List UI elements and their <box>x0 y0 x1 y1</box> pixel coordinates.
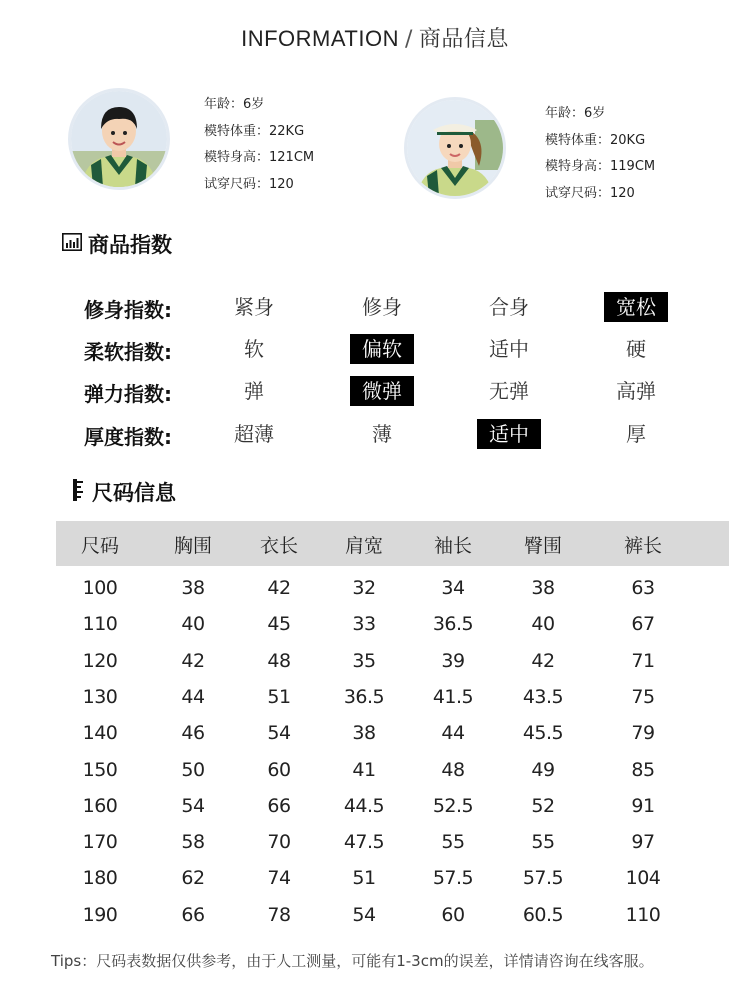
table-header-cell: 袖长 <box>433 535 472 557</box>
header-title-cn: 商品信息 <box>418 27 509 52</box>
index-option: 紧身 <box>234 295 274 319</box>
index-option: 软 <box>244 337 264 361</box>
table-cell: 45 <box>267 613 291 636</box>
table-cell: 54 <box>181 794 205 817</box>
table-cell: 130 <box>82 685 118 708</box>
table-header-cell: 臀围 <box>523 535 562 557</box>
bar-chart-icon <box>62 232 82 256</box>
table-header-cell: 胸围 <box>173 535 212 557</box>
index-option: 超薄 <box>234 422 274 446</box>
table-row <box>0 759 750 789</box>
index-option: 无弹 <box>489 379 529 403</box>
index-option: 修身 <box>362 295 402 319</box>
table-row <box>0 867 750 897</box>
table-cell: 42 <box>181 649 205 672</box>
table-header-cell: 衣长 <box>259 535 298 557</box>
table-cell: 36.5 <box>343 685 385 708</box>
table-row <box>0 831 750 861</box>
index-option-selected: 宽松 <box>604 292 668 322</box>
table-cell: 67 <box>631 613 655 636</box>
table-cell: 48 <box>441 758 465 781</box>
index-option: 厚 <box>626 422 646 446</box>
table-cell: 55 <box>441 831 465 854</box>
table-cell: 71 <box>631 649 655 672</box>
table-cell: 180 <box>82 867 118 890</box>
table-cell: 60 <box>267 758 291 781</box>
model-weight: 模特体重：22KG <box>204 123 305 139</box>
boy-model-avatar <box>68 88 170 190</box>
table-cell: 66 <box>181 903 205 926</box>
header-title-en: INFORMATION <box>241 26 399 51</box>
index-option-selected: 微弹 <box>350 376 414 406</box>
table-cell: 45.5 <box>522 722 564 745</box>
table-header-cell: 肩宽 <box>344 535 383 557</box>
table-cell: 91 <box>631 794 655 817</box>
table-header-cell: 裤长 <box>623 535 662 557</box>
model-age: 年龄：6岁 <box>545 106 606 121</box>
table-cell: 41 <box>352 758 376 781</box>
index-row-thickness <box>0 419 750 455</box>
table-cell: 35 <box>352 649 376 672</box>
table-cell: 60 <box>441 903 465 926</box>
table-cell: 51 <box>352 867 376 890</box>
table-cell: 50 <box>181 758 205 781</box>
index-option: 高弹 <box>616 379 656 403</box>
boy-model-info <box>204 92 314 198</box>
table-cell: 160 <box>82 794 118 817</box>
table-cell: 44 <box>441 722 465 745</box>
table-cell: 150 <box>82 758 118 781</box>
table-cell: 51 <box>267 685 291 708</box>
index-option-selected: 适中 <box>477 419 541 449</box>
table-cell: 38 <box>181 577 205 599</box>
table-cell: 36.5 <box>432 613 474 636</box>
table-header-cell: 尺码 <box>80 535 119 557</box>
index-option: 薄 <box>372 422 392 446</box>
table-cell: 60.5 <box>522 903 564 926</box>
table-cell: 120 <box>82 649 118 672</box>
table-row <box>0 577 750 607</box>
table-row <box>0 650 750 680</box>
table-cell: 46 <box>181 722 205 745</box>
table-cell: 54 <box>267 722 291 745</box>
table-cell: 140 <box>82 722 118 745</box>
table-cell: 42 <box>267 577 291 599</box>
table-cell: 100 <box>82 577 118 599</box>
table-cell: 54 <box>352 903 376 926</box>
table-cell: 70 <box>267 831 291 854</box>
table-cell: 32 <box>352 577 376 599</box>
table-cell: 38 <box>352 722 376 745</box>
table-cell: 97 <box>631 831 655 854</box>
model-weight: 模特体重：20KG <box>545 132 646 148</box>
index-option: 合身 <box>489 295 529 319</box>
index-option: 硬 <box>626 337 646 361</box>
model-size: 试穿尺码：120 <box>204 176 294 192</box>
index-option-selected: 偏软 <box>350 334 414 364</box>
table-cell: 110 <box>82 613 118 636</box>
index-option: 弹 <box>244 379 264 403</box>
ruler-icon <box>72 478 86 507</box>
table-cell: 34 <box>441 577 465 599</box>
index-section-title <box>62 229 172 259</box>
size-section-title-text: 尺码信息 <box>92 481 176 505</box>
index-row-elasticity <box>0 376 750 412</box>
table-cell: 39 <box>441 649 465 672</box>
index-row-softness <box>0 334 750 370</box>
tips-note: Tips：尺码表数据仅供参考，由于人工测量，可能有1-3cm的误差，详情请咨询在线客服。 <box>51 952 654 970</box>
index-label: 厚度指数: <box>84 425 172 449</box>
table-cell: 85 <box>631 758 655 781</box>
girl-model-info <box>545 101 655 207</box>
index-option: 适中 <box>489 337 529 361</box>
table-cell: 55 <box>531 831 555 854</box>
index-label: 柔软指数: <box>84 340 172 364</box>
table-cell: 104 <box>625 867 661 890</box>
model-height: 模特身高：121CM <box>204 150 315 165</box>
header-separator: / <box>404 27 413 52</box>
table-cell: 79 <box>631 722 655 745</box>
table-cell: 110 <box>625 903 661 926</box>
table-cell: 57.5 <box>522 867 564 890</box>
table-row <box>0 904 750 934</box>
table-cell: 170 <box>82 831 118 854</box>
table-cell: 58 <box>181 831 205 854</box>
table-cell: 190 <box>82 903 118 926</box>
table-row <box>0 795 750 825</box>
table-row <box>0 613 750 643</box>
table-cell: 62 <box>181 867 205 890</box>
model-size: 试穿尺码：120 <box>545 185 635 201</box>
index-row-fit <box>0 292 750 328</box>
table-cell: 44.5 <box>343 794 385 817</box>
table-cell: 57.5 <box>432 867 474 890</box>
index-label: 弹力指数: <box>84 382 172 406</box>
table-cell: 47.5 <box>343 831 385 854</box>
table-cell: 52.5 <box>432 794 474 817</box>
table-cell: 40 <box>531 613 555 636</box>
table-cell: 33 <box>352 613 376 636</box>
girl-model-avatar <box>404 97 506 199</box>
table-cell: 75 <box>631 685 655 708</box>
table-cell: 48 <box>267 649 291 672</box>
model-height: 模特身高：119CM <box>545 159 656 174</box>
table-cell: 63 <box>631 577 655 599</box>
table-cell: 41.5 <box>432 685 474 708</box>
table-cell: 74 <box>267 867 291 890</box>
table-cell: 42 <box>531 649 555 672</box>
table-row <box>0 686 750 716</box>
table-cell: 44 <box>181 685 205 708</box>
table-cell: 49 <box>531 758 555 781</box>
index-label: 修身指数: <box>84 298 172 322</box>
table-cell: 66 <box>267 794 291 817</box>
table-cell: 43.5 <box>522 685 564 708</box>
page-header <box>0 22 750 53</box>
table-cell: 40 <box>181 613 205 636</box>
model-age: 年龄：6岁 <box>204 97 265 112</box>
table-cell: 52 <box>531 794 555 817</box>
table-cell: 78 <box>267 903 291 926</box>
index-section-title-text: 商品指数 <box>88 233 172 257</box>
size-section-title <box>72 477 176 507</box>
table-cell: 38 <box>531 577 555 599</box>
table-row <box>0 722 750 752</box>
